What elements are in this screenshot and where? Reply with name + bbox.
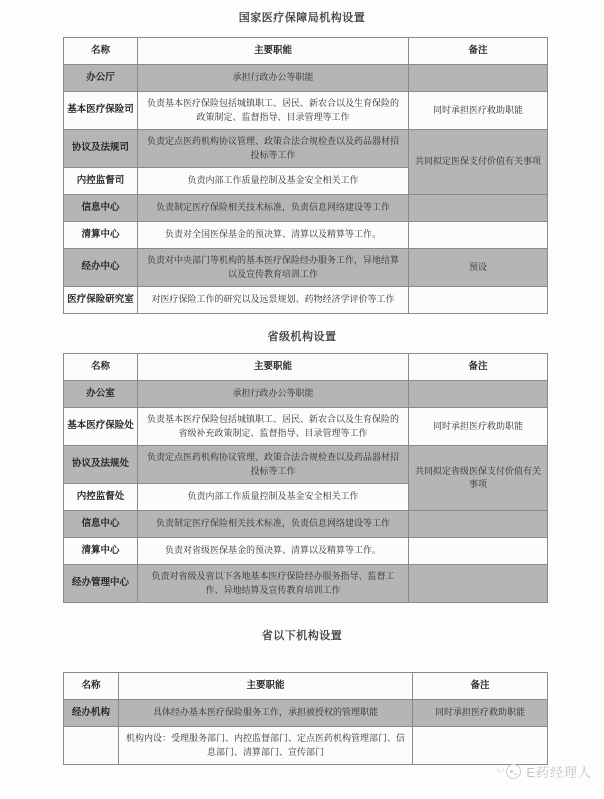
org-name-cell: 信息中心 — [64, 511, 138, 538]
table-row — [64, 130, 548, 168]
org-name-cell: 协议及法规处 — [64, 446, 138, 484]
table-row — [64, 92, 548, 130]
section-title-national: 国家医疗保障局机构设置 — [238, 12, 366, 24]
note-cell — [409, 287, 548, 314]
main-function-cell: 负责定点医药机构协议管理、政策合法合规检查以及药品器材招投标等工作 — [138, 130, 409, 168]
org-name-cell — [64, 727, 119, 765]
header-row — [64, 38, 548, 65]
column-header-func: 主要职能 — [138, 354, 409, 381]
column-header-note: 备注 — [409, 38, 548, 65]
main-function-cell: 具体经办基本医疗保险服务工作，承担被授权的管理职能 — [119, 700, 413, 727]
main-function-cell: 负责制定医疗保险相关技术标准，负责信息网络建设等工作 — [138, 511, 409, 538]
org-name-cell: 办公厅 — [64, 65, 138, 92]
note-cell: 预设 — [409, 249, 548, 287]
note-cell: 共同拟定医保支付价值有关事项 — [409, 130, 548, 195]
org-name-cell: 办公室 — [64, 381, 138, 408]
main-function-cell: 负责制定医疗保险相关技术标准，负责信息网络建设等工作 — [138, 195, 409, 222]
note-cell: 共同拟定省级医保支付价值有关事项 — [409, 446, 548, 511]
note-cell — [409, 538, 548, 565]
note-cell — [409, 195, 548, 222]
main-function-cell: 负责定点医药机构协议管理、政策合法合规检查以及药品器材招投标等工作 — [138, 446, 409, 484]
note-cell — [409, 222, 548, 249]
note-cell: 同时承担医疗救助职能 — [413, 700, 548, 727]
brand-logo-accent-icon: ◡ — [496, 763, 505, 773]
column-header-name: 名称 — [64, 354, 138, 381]
column-header-name: 名称 — [64, 38, 138, 65]
org-name-cell: 经办管理中心 — [64, 565, 138, 603]
main-function-cell: 承担行政办公等职能 — [138, 65, 409, 92]
header-row — [64, 354, 548, 381]
org-name-cell: 基本医疗保险处 — [64, 408, 138, 446]
main-function-cell: 机构内设：受理服务部门、内控监督部门、定点医药机构管理部门、信息部门、清算部门、宣传部门 — [119, 727, 413, 765]
table-row — [64, 287, 548, 314]
main-function-cell: 负责内部工作质量控制及基金安全相关工作 — [138, 168, 409, 195]
section-provincial — [0, 331, 604, 603]
org-name-cell: 清算中心 — [64, 538, 138, 565]
watermark-text: E药经理人 — [526, 765, 592, 780]
brand-logo-circle-icon — [506, 764, 521, 779]
column-header-note: 备注 — [413, 673, 548, 700]
main-function-cell: 负责对全国医保基金的预决算、清算以及精算等工作。 — [138, 222, 409, 249]
column-header-func: 主要职能 — [119, 673, 413, 700]
note-cell — [409, 511, 548, 538]
column-header-func: 主要职能 — [138, 38, 409, 65]
org-name-cell: 信息中心 — [64, 195, 138, 222]
table-row — [64, 195, 548, 222]
header-row — [64, 673, 548, 700]
main-function-cell: 负责对省级医保基金的预决算、清算以及精算等工作。 — [138, 538, 409, 565]
note-cell: 同时承担医疗救助职能 — [409, 408, 548, 446]
note-cell — [413, 727, 548, 765]
section-title-sub-provincial: 省以下机构设置 — [261, 630, 343, 642]
section-sub-provincial — [0, 630, 604, 765]
brand-logo-icon — [496, 764, 521, 779]
section-title-provincial: 省级机构设置 — [267, 331, 337, 343]
column-header-name: 名称 — [64, 673, 119, 700]
main-function-cell: 负责对省级及省以下各地基本医疗保险经办服务指导、监督工作、异地结算及宣传教育培训工作 — [138, 565, 409, 603]
org-name-cell: 内控监督处 — [64, 484, 138, 511]
table-row — [64, 565, 548, 603]
note-cell — [409, 381, 548, 408]
org-name-cell: 经办机构 — [64, 700, 119, 727]
main-function-cell: 负责基本医疗保险包括城镇职工、居民、新农合以及生育保险的政策制定、监督指导、目录管理等工作 — [138, 92, 409, 130]
table-row — [64, 408, 548, 446]
org-name-cell: 内控监督司 — [64, 168, 138, 195]
main-function-cell: 负责对中央部门等机构的基本医疗保险经办服务工作，异地结算以及宣传教育培训工作 — [138, 249, 409, 287]
main-function-cell: 承担行政办公等职能 — [138, 381, 409, 408]
column-header-note: 备注 — [409, 354, 548, 381]
org-name-cell: 清算中心 — [64, 222, 138, 249]
table-row — [64, 381, 548, 408]
table-row — [64, 700, 548, 727]
main-function-cell: 对医疗保险工作的研究以及远景规划、药物经济学评价等工作 — [138, 287, 409, 314]
note-cell — [409, 565, 548, 603]
provincial-org-table — [63, 353, 548, 603]
org-name-cell: 经办中心 — [64, 249, 138, 287]
table-row — [64, 249, 548, 287]
table-row — [64, 222, 548, 249]
main-function-cell: 负责基本医疗保险包括城镇职工、居民、新农合以及生育保险的省级补充政策制定、监督指导、目录管理等工作 — [138, 408, 409, 446]
table-row — [64, 446, 548, 484]
org-name-cell: 基本医疗保险司 — [64, 92, 138, 130]
table-row — [64, 511, 548, 538]
table-row — [64, 727, 548, 765]
note-cell — [409, 65, 548, 92]
org-name-cell: 医疗保险研究室 — [64, 287, 138, 314]
sub-provincial-org-table — [63, 672, 548, 765]
note-cell: 同时承担医疗救助职能 — [409, 92, 548, 130]
table-row — [64, 65, 548, 92]
org-name-cell: 协议及法规司 — [64, 130, 138, 168]
main-function-cell: 负责内部工作质量控制及基金安全相关工作 — [138, 484, 409, 511]
national-org-table — [63, 37, 548, 314]
section-national — [0, 0, 604, 314]
table-row — [64, 538, 548, 565]
